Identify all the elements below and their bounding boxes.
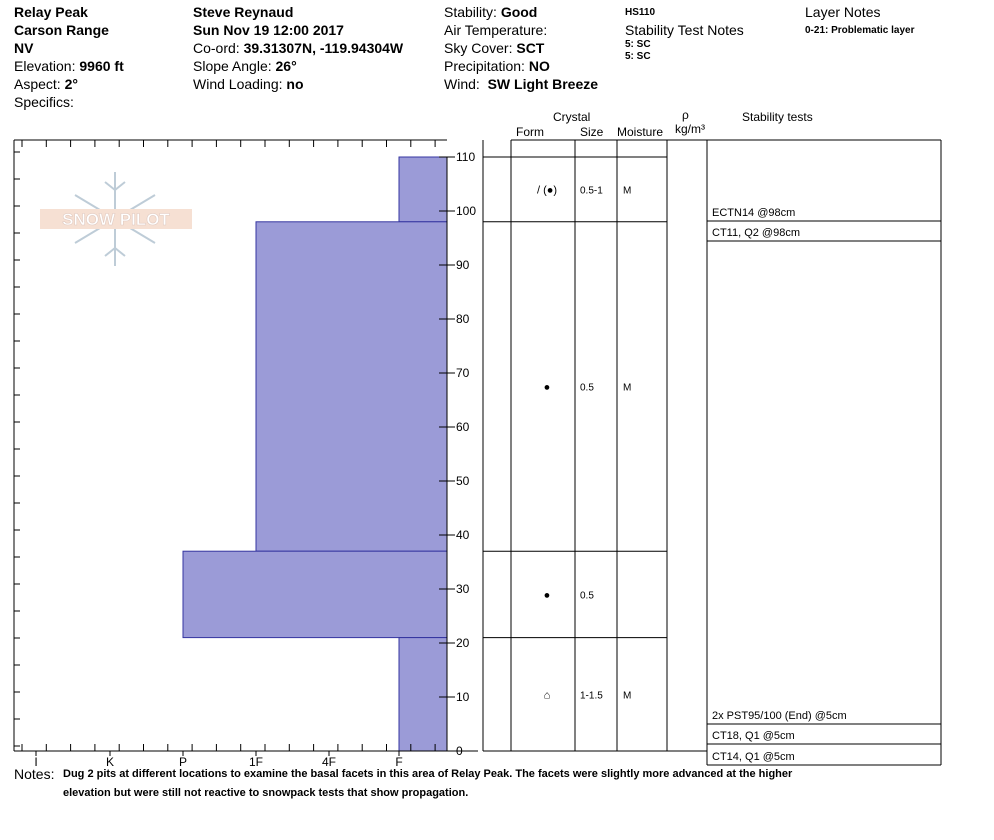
density-symbol: ρ [682, 108, 689, 122]
y-tick-label-90: 90 [456, 258, 470, 272]
layer-form-0: / (●) [536, 184, 558, 197]
stability-test-0: ECTN14 @98cm [712, 207, 796, 219]
total-snow-height: HS110 [625, 7, 656, 18]
x-tick-label-P: P [178, 755, 188, 769]
layer-moisture-3: M [623, 690, 632, 702]
aspect: Aspect: 2° [14, 76, 78, 92]
specifics: Specifics: [14, 94, 74, 110]
hardness-bar-1 [256, 222, 447, 551]
layer-notes-title: Layer Notes [805, 4, 881, 20]
layer-moisture-0: M [623, 185, 632, 197]
x-tick-label-F: F [395, 755, 403, 769]
y-tick-label-0: 0 [456, 744, 463, 758]
crystal-header: Crystal [553, 110, 591, 124]
y-tick-label-70: 70 [456, 366, 470, 380]
notes-line-2: elevation but were still not reactive to snowpack tests that show propagation. [63, 787, 469, 799]
state-name: NV [14, 40, 34, 56]
coordinates: Co-ord: 39.31307N, -119.94304W [193, 40, 404, 56]
stability-note: 5: SC [625, 39, 651, 50]
hardness-bar-3 [399, 638, 447, 751]
x-tick-label-4F: 4F [321, 755, 337, 769]
hardness-bar-0 [399, 157, 447, 222]
moisture-header: Moisture [617, 125, 664, 139]
range-name: Carson Range [14, 22, 109, 38]
y-tick-label-10: 10 [456, 690, 470, 704]
y-tick-label-60: 60 [456, 420, 470, 434]
layer-size-3: 1-1.5 [580, 690, 603, 702]
y-tick-label-40: 40 [456, 528, 470, 542]
y-tick-label-20: 20 [456, 636, 470, 650]
location-name: Relay Peak [14, 4, 88, 20]
elevation: Elevation: 9960 ft [14, 58, 124, 74]
layer-form-1: ● [543, 381, 551, 394]
stability-test-4: CT14, Q1 @5cm [712, 751, 795, 763]
slope-angle: Slope Angle: 26° [193, 58, 297, 74]
stability-note: 5: SC [625, 51, 651, 62]
wind: Wind: SW Light Breeze [444, 76, 599, 92]
stability: Stability: Good [444, 4, 538, 20]
notes-line-1: Dug 2 pits at different locations to examine the basal facets in this area of Relay Peak. The facets were slightly more advanced at the higher [63, 768, 793, 780]
hardness-bar-2 [183, 551, 447, 637]
y-tick-label-50: 50 [456, 474, 470, 488]
observation-datetime: Sun Nov 19 12:00 2017 [193, 22, 344, 38]
y-tick-label-80: 80 [456, 312, 470, 326]
y-tick-label-30: 30 [456, 582, 470, 596]
stability-test-2: 2x PST95/100 (End) @5cm [712, 710, 847, 722]
wind-loading: Wind Loading: no [193, 76, 304, 92]
notes-label: Notes: [14, 766, 55, 782]
layer-note: 0-21: Problematic layer [805, 25, 915, 36]
x-tick-label-K: K [105, 755, 115, 769]
stability-tests-header: Stability tests [742, 110, 813, 124]
x-tick-label-I: I [34, 755, 38, 769]
density-unit: kg/m³ [675, 122, 705, 136]
layer-form-3: ⌂ [543, 689, 551, 702]
layer-size-2: 0.5 [580, 590, 594, 602]
logo-text: SNOW PILOT [62, 210, 170, 229]
y-tick-label-100: 100 [456, 204, 477, 218]
layer-moisture-1: M [623, 382, 632, 394]
stability-test-3: CT18, Q1 @5cm [712, 730, 795, 742]
observer-name: Steve Reynaud [193, 4, 294, 20]
air-temperature: Air Temperature: [444, 22, 548, 38]
x-tick-label-1F: 1F [248, 755, 264, 769]
snowpilot-logo [40, 172, 192, 266]
layer-size-0: 0.5-1 [580, 185, 603, 197]
size-header: Size [580, 125, 604, 139]
stability-test-notes-title: Stability Test Notes [625, 22, 744, 38]
layer-size-1: 0.5 [580, 382, 594, 394]
precipitation: Precipitation: NO [444, 58, 550, 74]
y-tick-label-110: 110 [456, 150, 476, 164]
sky-cover: Sky Cover: SCT [444, 40, 545, 56]
layer-form-2: ● [543, 589, 551, 602]
stability-test-1: CT11, Q2 @98cm [712, 227, 800, 239]
form-header: Form [516, 125, 544, 139]
